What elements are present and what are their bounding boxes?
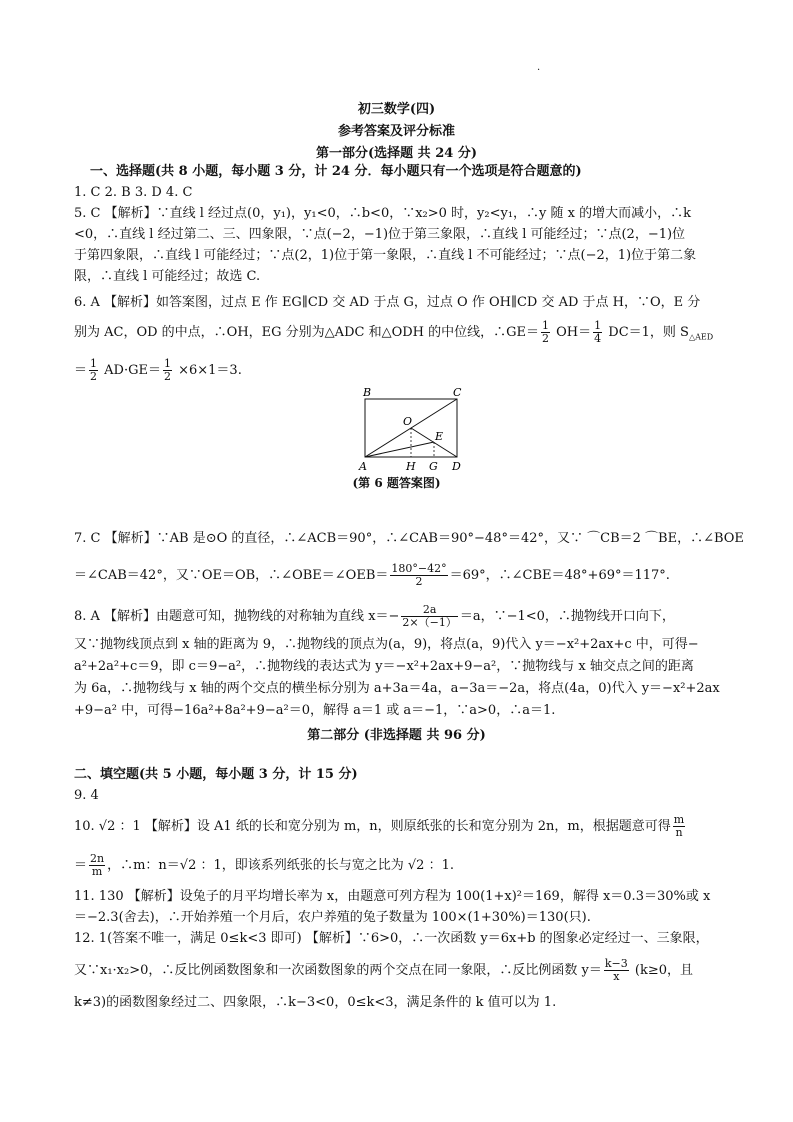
frac-num: 1 — [594, 319, 602, 332]
answers-1-4: 1. C 2. B 3. D 4. C — [74, 185, 193, 200]
label-C: C — [453, 386, 462, 399]
frac-num: m — [673, 813, 685, 826]
q6-line2-text-c: DC＝1，则 S — [604, 325, 689, 340]
q6-line2-text-a: 别为 AC，OD 的中点，∴OH，EG 分别为△ADC 和△ODH 的中位线，∴GE＝ — [74, 325, 539, 340]
q8-line1 — [74, 604, 675, 629]
q8-line5: +9−a² 中，可得−16a²+8a²+9−a²＝0，解得 a＝1 或 a＝−1，∵a>0，∴a＝1. — [74, 703, 556, 718]
q6-figure-caption: (第 6 题答案图) — [352, 476, 441, 490]
q7-line2-text-a: ＝∠CAB＝42°，又∵OE＝OB，∴∠OBE＝∠OEB＝ — [74, 568, 389, 583]
q8-line4: 为 6a，∴抛物线与 x 轴的两个交点的横坐标分别为 a+3a＝4a，a−3a＝−2a，将点(4a，0)代入 y＝−x²+2ax — [74, 681, 720, 696]
q6-line3-text-b: AD·GE＝ — [100, 363, 161, 378]
label-O: O — [403, 415, 413, 428]
q10-line2 — [74, 853, 454, 878]
section2-heading: 二、填空题(共 5 小题，每小题 3 分，计 15 分) — [74, 767, 358, 782]
q5-line3: 于第四象限，∴直线 l 可能经过；∵点(2，1)位于第一象限，∴直线 l 不可能经过；∵点(−2，1)位于第二象 — [74, 248, 697, 263]
page-title: 初三数学(四) — [357, 102, 436, 117]
frac-den: 2 — [415, 575, 423, 588]
segment-AE — [365, 442, 434, 457]
q11-line1: 11. 130 【解析】设兔子的月平均增长率为 x，由题意可列方程为 100(1+x)²＝169，解得 x＝0.3＝30%或 x — [74, 889, 711, 904]
q8-line1-text-b: ＝a，∵−1<0，∴抛物线开口向下， — [459, 609, 675, 624]
page-subtitle: 参考答案及评分标准 — [337, 124, 455, 139]
frac-num: 2a — [401, 604, 457, 617]
q12-line2-text-b: (k≥0，且 — [630, 963, 693, 978]
frac-den: 4 — [594, 332, 602, 345]
frac-num: 2n — [90, 852, 105, 865]
frac-num: 1 — [163, 357, 171, 370]
q8-line1-text-a: 8. A 【解析】由题意可知，抛物线的对称轴为直线 x＝− — [74, 609, 400, 624]
q10-line1-text: 10. √2 ：1 【解析】设 A1 纸的长和宽分别为 m，n，则原纸张的长和宽分别为 2n，m，根据题意可得 — [74, 819, 671, 834]
m-over-n-fraction — [673, 814, 685, 839]
angle-fraction — [390, 563, 447, 588]
q6-line1: 6. A 【解析】如答案图，过点 E 作 EG∥CD 交 AD 于点 G，过点 O 作 OH∥CD 交 AD 于点 H，∵O，E 分 — [74, 295, 701, 310]
label-D: D — [452, 460, 461, 473]
frac-den: m — [91, 865, 103, 878]
q11-line2: ＝−2.3(舍去)，∴开始养殖一个月后，农户养殖的兔子数量为 100×(1+30%)＝130(只). — [74, 910, 591, 925]
frac-den: 2 — [163, 370, 171, 383]
label-H: H — [406, 460, 416, 473]
part1-heading: 第一部分(选择题 共 24 分) — [316, 146, 477, 161]
half-fraction — [541, 320, 550, 345]
frac-den: 2 — [542, 332, 549, 345]
q12-line1: 12. 1(答案不唯一，满足 0≤k<3 即可) 【解析】∵6>0，∴一次函数 y＝6x+b 的图象必定经过一、三象限， — [74, 931, 709, 946]
quarter-fraction — [593, 320, 602, 345]
part2-heading: 第二部分 (非选择题 共 96 分) — [307, 728, 486, 743]
frac-den: 2×（−1） — [402, 616, 457, 629]
page-dot: . — [537, 62, 541, 73]
frac-num: 1 — [90, 357, 98, 370]
q6-line2-text-b: OH＝ — [552, 325, 592, 340]
q8-line2: 又∵抛物线顶点到 x 轴的距离为 9，∴抛物线的顶点为(a，9)，将点(a，9)代入 y＝−x²+2ax+c 中，可得− — [74, 637, 699, 652]
q6-line2 — [74, 320, 713, 347]
q12-line2-text-a: 又∵x₁·x₂>0，∴反比例函数图象和一次函数图象的两个交点在同一象限，∴反比例函数 y＝ — [74, 963, 602, 978]
q6-line3-text-a: ＝ — [74, 363, 88, 378]
q12-line2 — [74, 958, 693, 983]
equals: ＝ — [74, 858, 88, 873]
frac-num: k−3 — [604, 957, 628, 970]
axis-fraction — [401, 604, 457, 629]
q6-line3-text-c: ×6×1＝3. — [173, 363, 242, 378]
label-A: A — [359, 460, 367, 473]
q10-line2-text: ，∴m：n＝√2 ：1，即该系列纸张的长与宽之比为 √2 ：1. — [107, 858, 454, 873]
q7-line2-text-b: ＝69°，∴∠CBE＝48°+69°＝117°. — [449, 568, 670, 583]
frac-den: 2 — [90, 370, 98, 383]
half-fraction — [163, 358, 172, 383]
q12-line3: k≠3)的函数图象经过二、四象限，∴k−3<0，0≤k<3，满足条件的 k 值可以为 1. — [74, 995, 557, 1010]
q8-line3: a²+2a²+c＝9，即 c＝9−a²，∴抛物线的表达式为 y＝−x²+2ax+9−a²，∵抛物线与 x 轴交点之间的距离 — [74, 659, 694, 674]
q6-figure — [355, 385, 470, 477]
q10-line1 — [74, 814, 687, 839]
q5-line2: <0，∴直线 l 经过第二、三、四象限，∵点(−2，−1)位于第三象限，∴直线 l 可能经过；∵点(2，−1)位 — [74, 227, 686, 242]
2n-over-m-fraction — [89, 853, 105, 878]
q9-answer: 9. 4 — [74, 788, 99, 803]
area-subscript: △AED — [688, 332, 714, 342]
label-B: B — [363, 386, 372, 399]
q5-line1: 5. C 【解析】∵直线 l 经过点(0，y₁)，y₁<0，∴b<0，∵x₂>0 时，y₂<y₁，∴y 随 x 的增大而减小，∴k — [74, 206, 692, 221]
q6-line3 — [74, 358, 242, 383]
q7-line1: 7. C 【解析】∵AB 是⊙O 的直径，∴∠ACB＝90°，∴∠CAB＝90°−48°＝42°，又∵ ⌒CB＝2 ⌒BE，∴∠BOE — [74, 531, 744, 546]
q5-line4: 限，∴直线 l 可能经过；故选 C. — [74, 269, 261, 284]
frac-num: 1 — [542, 319, 549, 332]
frac-den: x — [613, 970, 620, 983]
q7-line2 — [74, 563, 670, 588]
k-fraction — [604, 958, 629, 983]
section1-heading: 一、选择题(共 8 小题，每小题 3 分，计 24 分．每小题只有一个选项是符合题意的) — [90, 164, 582, 179]
frac-num: 180°−42° — [391, 562, 447, 575]
label-G: G — [429, 460, 438, 473]
half-fraction — [89, 358, 98, 383]
frac-den: n — [675, 826, 683, 839]
label-E: E — [435, 430, 444, 443]
